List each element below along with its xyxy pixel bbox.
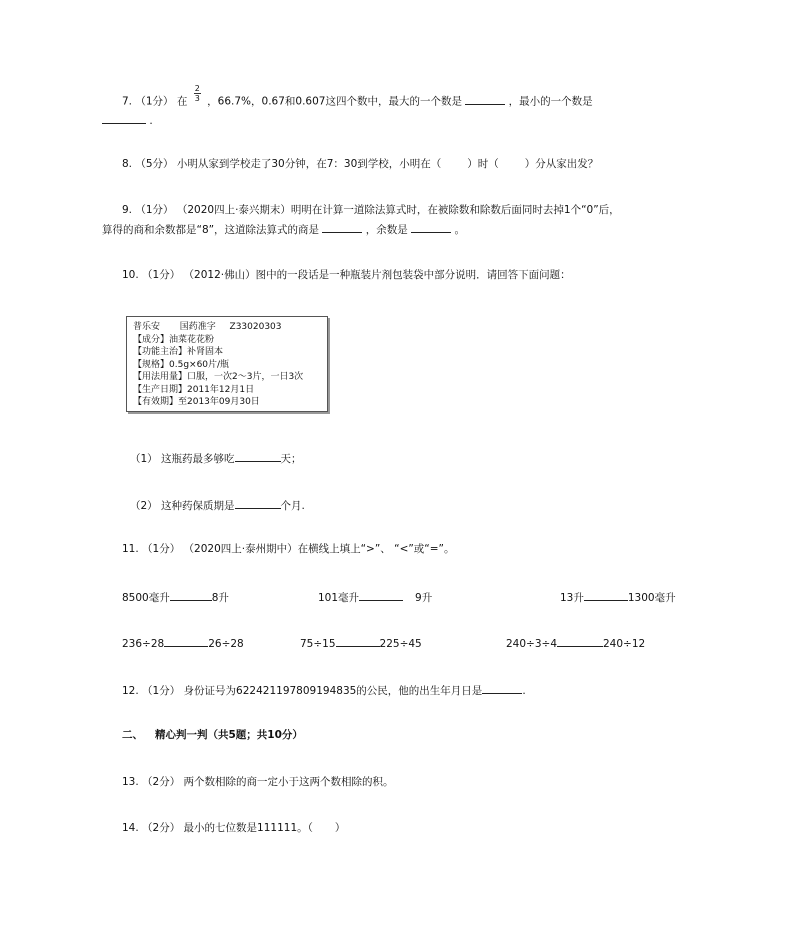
label-code: Z33020303: [229, 322, 282, 332]
section-title: 精心判一判（共5题；共10分）: [155, 729, 303, 741]
q10-sub2a: （2） 这种药保质期是: [130, 500, 235, 512]
q9-line2a: 算得的商和余数都是“8”，这道除法算式的商是: [102, 224, 320, 236]
compare-blank[interactable]: [557, 635, 603, 647]
compare-right: 26÷28: [208, 638, 244, 650]
label-ingredients: 【成分】油菜花花粉: [133, 334, 215, 345]
compare-blank[interactable]: [170, 589, 212, 601]
question-9-line1: 9. （1分） （2020四上·泰兴期末）明明在计算一道除法算式时，在被除数和除数后面同时去掉1个“0”后，: [122, 204, 620, 216]
answer-blank[interactable]: [465, 93, 505, 105]
q8-a: 8. （5分） 小明从家到学校走了30分钟，在7：30到学校，小明在（: [122, 158, 442, 170]
question-9-line2: [102, 221, 465, 237]
label-spec: 【规格】0.5g×60片/瓶: [133, 359, 230, 370]
label-header: [133, 321, 321, 334]
question-10-sub2: [130, 497, 305, 513]
compare-left: 8500毫升: [122, 592, 170, 604]
compare-item: [560, 589, 676, 605]
question-12: [122, 682, 526, 698]
compare-blank[interactable]: [336, 635, 380, 647]
question-10-sub1: [130, 450, 302, 466]
fraction-denominator: 3: [194, 94, 200, 103]
answer-blank[interactable]: [235, 497, 281, 509]
q7-text: ，66.7%，0.67和0.607这四个数中，最大的一个数是: [207, 95, 462, 108]
compare-item: [506, 635, 645, 651]
question-8: [122, 157, 598, 171]
label-expiry: 【有效期】至2013年09月30日: [133, 397, 260, 407]
q8-b: ）时（: [467, 158, 499, 170]
q10-sub2b: 个月.: [280, 500, 305, 512]
compare-left: 101毫升: [318, 592, 360, 604]
question-7: [122, 84, 593, 111]
q9-line2b: ，余数是: [365, 224, 408, 236]
q12-b: .: [522, 685, 526, 697]
answer-blank[interactable]: [102, 112, 146, 124]
compare-left: 13升: [560, 592, 584, 604]
q10-sub1b: 天；: [280, 453, 302, 465]
fraction-two-thirds: [194, 84, 201, 103]
question-7-cont: [102, 112, 153, 128]
compare-blank[interactable]: [164, 635, 208, 647]
section-heading: [122, 728, 303, 742]
question-13: 13. （2分） 两个数相除的商一定小于这两个数相除的积。: [122, 776, 394, 788]
compare-blank[interactable]: [584, 589, 628, 601]
compare-right: 240÷12: [603, 638, 646, 650]
q12-a: 12. （1分） 身份证号为622421197809194835的公民，他的出生年月日是: [122, 685, 483, 697]
compare-right: 9升: [415, 592, 433, 604]
medicine-label-box: [126, 316, 328, 412]
q7-prefix: 7. （1分） 在: [122, 95, 188, 108]
compare-right: 225÷45: [379, 638, 422, 650]
q14-b: ）: [334, 822, 346, 834]
compare-item: [300, 635, 422, 651]
label-production: 【生产日期】2011年12月1日: [133, 384, 255, 395]
q10-sub1a: （1） 这瓶药最多够吃: [130, 453, 235, 465]
q7-mid: ，最小的一个数是: [508, 95, 593, 108]
label-approval: 国药准字: [179, 322, 216, 332]
label-brand: 普乐安: [133, 322, 161, 332]
answer-blank[interactable]: [482, 682, 522, 694]
q9-line2c: 。: [454, 224, 465, 236]
compare-left: 240÷3÷4: [506, 638, 557, 650]
compare-right: 8升: [211, 592, 229, 604]
compare-item: [318, 589, 432, 605]
q14-a: 14. （2分） 最小的七位数是111111。（: [122, 822, 313, 834]
compare-left: 236÷28: [122, 638, 165, 650]
question-10: 10. （1分） （2012·佛山）图中的一段话是一种瓶装片剂包装袋中部分说明．请回答下面问题：: [122, 269, 571, 281]
q7-end: .: [149, 115, 153, 127]
compare-item: [122, 635, 244, 651]
q8-c: ）分从家出发？: [524, 158, 599, 170]
label-usage: 【用法用量】口服，一次2～3片，一日3次: [133, 372, 304, 382]
section-number: 二、: [122, 729, 143, 741]
compare-right: 1300毫升: [627, 592, 676, 604]
label-function: 【功能主治】补肾固本: [133, 347, 224, 357]
question-14: [122, 821, 345, 835]
compare-item: [122, 589, 229, 605]
answer-blank[interactable]: [235, 450, 281, 462]
question-11: 11. （1分） （2020四上·泰州期中）在横线上填上“>”、 “<”或“=”。: [122, 543, 455, 555]
compare-left: 75÷15: [300, 638, 336, 650]
compare-blank[interactable]: [359, 589, 403, 601]
fraction-numerator: 2: [194, 84, 200, 93]
answer-blank[interactable]: [322, 221, 362, 233]
answer-blank[interactable]: [411, 221, 451, 233]
